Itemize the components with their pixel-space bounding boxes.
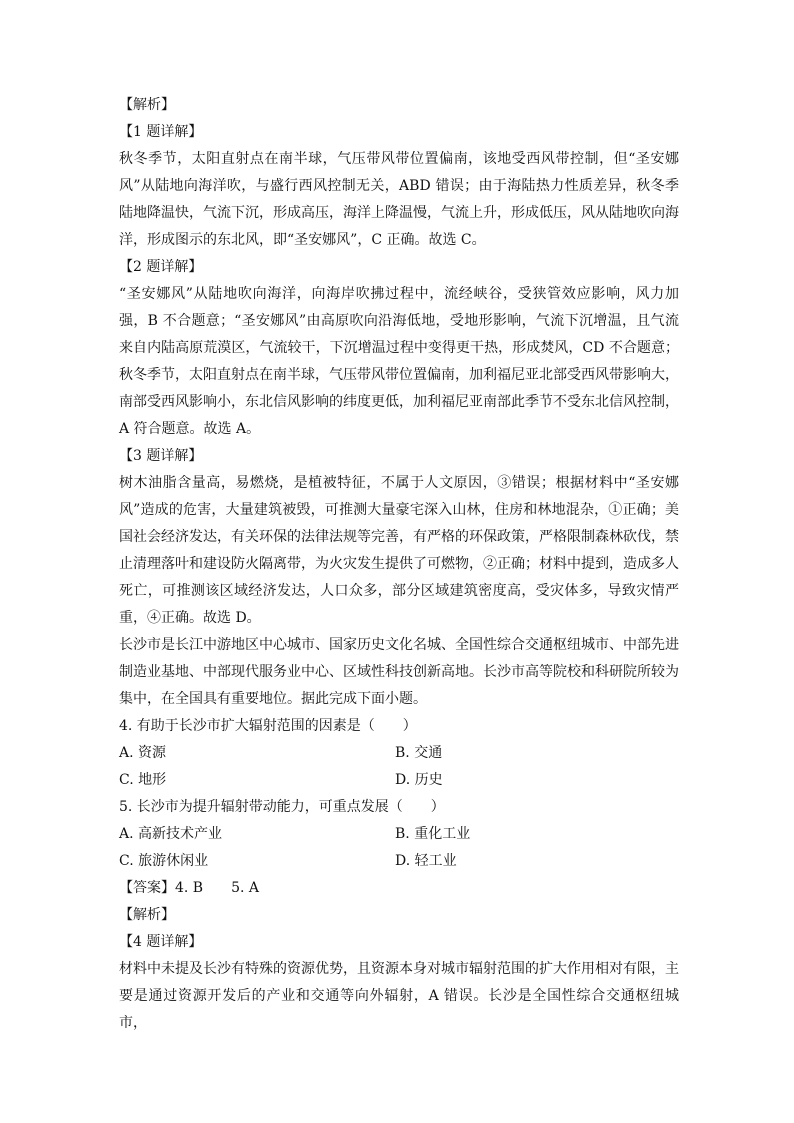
document-content [119,92,679,1037]
q4-option-c: C. 地形 [119,772,167,788]
q5-option-b: B. 重化工业 [395,826,471,842]
q4-detail-heading: 【4 题详解】 [119,934,203,950]
q5-option-c: C. 旅游休闲业 [119,853,209,869]
q5-options-row-2 [119,848,679,875]
q5-option-d: D. 轻工业 [395,853,457,869]
q4-option-b: B. 交通 [395,745,443,761]
answer-label: 【答案】4. B [119,880,204,896]
q4-option-d: D. 历史 [395,772,443,788]
q5-stem: 5. 长沙市为提升辐射带动能力，可重点发展（ ） [119,799,445,815]
q4-stem: 4. 有助于长沙市扩大辐射范围的因素是（ ） [119,718,417,734]
q2-detail-heading: 【2 题详解】 [119,259,203,275]
q3-detail-heading: 【3 题详解】 [119,448,203,464]
q2-detail-text: “圣安娜风”从陆地吹向海洋，向海岸吹拂过程中，流经峡谷，受狭管效应影响，风力加强，B 不合题意；“圣安娜风”由高原吹向沿海低地，受地形影响，气流下沉增温，且气流来自内陆高原荒漠区，气流较干，下沉增温过程中变得更干热，形成焚风，CD 不合题意；秋冬季节，太阳直射点在南半球，气压带风带位置偏南，加利福尼亚北部受西风带影响大，南部受西风影响小，东北信风影响的纬度更低，加利福尼亚南部此季节不受东北信风控制，A 符合题意。故选 A。 [119,286,679,437]
answer-second: 5. A [231,880,260,896]
q4-option-a: A. 资源 [119,745,167,761]
q1-detail-heading: 【1 题详解】 [119,124,203,140]
q4-options-row-2 [119,767,679,794]
analysis-heading-2: 【解析】 [119,907,175,923]
q4-detail-text: 材料中未提及长沙有特殊的资源优势，且资源本身对城市辐射范围的扩大作用相对有限，主要是通过资源开发后的产业和交通等向外辐射，A 错误。长沙是全国性综合交通枢纽城市， [119,961,679,1031]
q3-detail-text: 树木油脂含量高，易燃烧，是植被特征，不属于人文原因，③错误；根据材料中“圣安娜风”造成的危害，大量建筑被毁，可推测大量豪宅深入山林，住房和林地混杂，①正确；美国社会经济发达，有关环保的法律法规等完善，有严格的环保政策，严格限制森林砍伐，禁止清理落叶和建设防火隔离带，为火灾发生提供了可燃物，②正确；材料中提到，造成多人死亡，可推测该区域经济发达，人口众多，部分区域建筑密度高，受灾体多，导致灾情严重，④正确。故选 D。 [119,475,679,626]
answer-line [119,875,679,902]
q4-options-row-1 [119,740,679,767]
material-paragraph: 长沙市是长江中游地区中心城市、国家历史文化名城、全国性综合交通枢纽城市、中部先进制造业基地、中部现代服务业中心、区域性科技创新高地。长沙市高等院校和科研院所较为集中，在全国具有重要地位。据此完成下面小题。 [119,637,679,707]
q1-detail-text: 秋冬季节，太阳直射点在南半球，气压带风带位置偏南，该地受西风带控制，但“圣安娜风”从陆地向海洋吹，与盛行西风控制无关，ABD 错误；由于海陆热力性质差异，秋冬季陆地降温快，气流下沉，形成高压，海洋上降温慢，气流上升，形成低压，风从陆地吹向海洋，形成图示的东北风，即“圣安娜风”，C 正确。故选 C。 [119,151,679,248]
q5-option-a: A. 高新技术产业 [119,826,223,842]
analysis-heading: 【解析】 [119,97,175,113]
q5-options-row-1 [119,821,679,848]
